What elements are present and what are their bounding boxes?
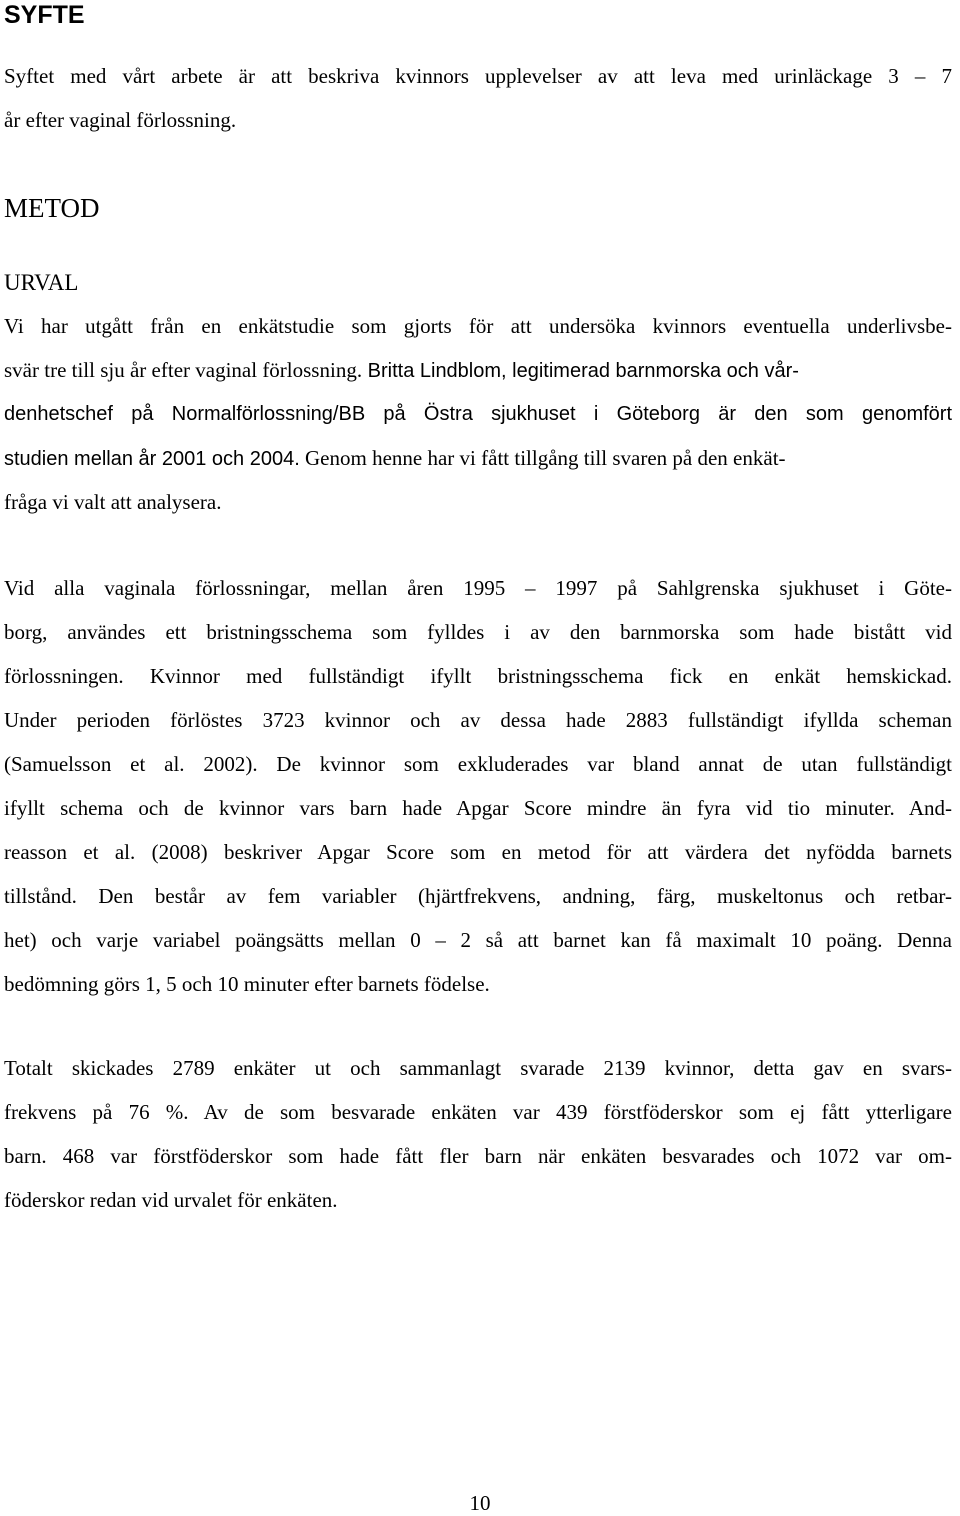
page-number: 10	[469, 1491, 491, 1515]
syfte-line-2: år efter vaginal förlossning.	[4, 108, 237, 132]
paragraph-line: bedömning görs 1, 5 och 10 minuter efter barnets födelse.	[4, 972, 490, 996]
paragraph-line: denhetschef på Normalförlossning/BB på Östra sjukhuset i Göteborg är den som genomfört	[4, 403, 952, 425]
paragraph-line: Vid alla vaginala förlossningar, mellan åren 1995 – 1997 på Sahlgrenska sjukhuset i Göte-	[4, 576, 952, 600]
urval-paragraph-3	[4, 1046, 952, 1222]
syfte-line-1: Syftet med vårt arbete är att beskriva kvinnors upplevelser av att leva med urinläckage 3 – 7	[4, 64, 952, 88]
subheading-urval: URVAL	[4, 270, 79, 295]
paragraph-line: reasson et al. (2008) beskriver Apgar Score som en metod för att värdera det nyfödda barnets	[4, 840, 952, 864]
paragraph-line: (Samuelsson et al. 2002). De kvinnor som exkluderades var bland annat de utan fullständigt	[4, 752, 952, 776]
paragraph-line: Vi har utgått från en enkätstudie som gjorts för att undersöka kvinnors eventuella underlivsbe-	[4, 314, 952, 338]
urval-paragraph-2	[4, 566, 952, 1006]
syfte-paragraph	[4, 54, 952, 142]
paragraph-line	[4, 348, 952, 392]
urval-paragraph-1	[4, 304, 952, 524]
paragraph-line: fråga vi valt att analysera.	[4, 490, 222, 514]
paragraph-line-sans-part: Britta Lindblom, legitimerad barnmorska och vår-	[362, 360, 799, 382]
section-heading-syfte: SYFTE	[4, 1, 85, 29]
paragraph-line: Totalt skickades 2789 enkäter ut och sammanlagt svarade 2139 kvinnor, detta gav en svars-	[4, 1056, 952, 1080]
paragraph-line: Under perioden förlöstes 3723 kvinnor och av dessa hade 2883 fullständigt ifyllda scheman	[4, 708, 952, 732]
paragraph-line-serif-part: Genom henne har vi fått tillgång till svaren på den enkät-	[299, 446, 786, 470]
paragraph-line-sans-part: studien mellan år 2001 och 2004.	[4, 448, 300, 470]
paragraph-line: barn. 468 var förstföderskor som hade fått fler barn när enkäten besvarades och 1072 var om-	[4, 1144, 952, 1168]
paragraph-line: frekvens på 76 %. Av de som besvarade enkäten var 439 förstföderskor som ej fått ytterligare	[4, 1100, 952, 1124]
paragraph-line: förlossningen. Kvinnor med fullständigt ifyllt bristningsschema fick en enkät hemskickad.	[4, 664, 952, 688]
section-heading-metod: METOD	[4, 193, 100, 223]
paragraph-line: borg, användes ett bristningsschema som fylldes i av den barnmorska som hade bistått vid	[4, 620, 952, 644]
paragraph-line: het) och varje variabel poängsätts mellan 0 – 2 så att barnet kan få maximalt 10 poäng. Denna	[4, 928, 952, 952]
paragraph-line: föderskor redan vid urvalet för enkäten.	[4, 1188, 338, 1212]
paragraph-line: ifyllt schema och de kvinnor vars barn hade Apgar Score mindre än fyra vid tio minuter. And-	[4, 796, 952, 820]
paragraph-line	[4, 436, 952, 480]
paragraph-line-serif-part: svär tre till sju år efter vaginal förlossning.	[4, 358, 363, 382]
paragraph-line: tillstånd. Den består av fem variabler (hjärtfrekvens, andning, färg, muskeltonus och retbar-	[4, 884, 952, 908]
